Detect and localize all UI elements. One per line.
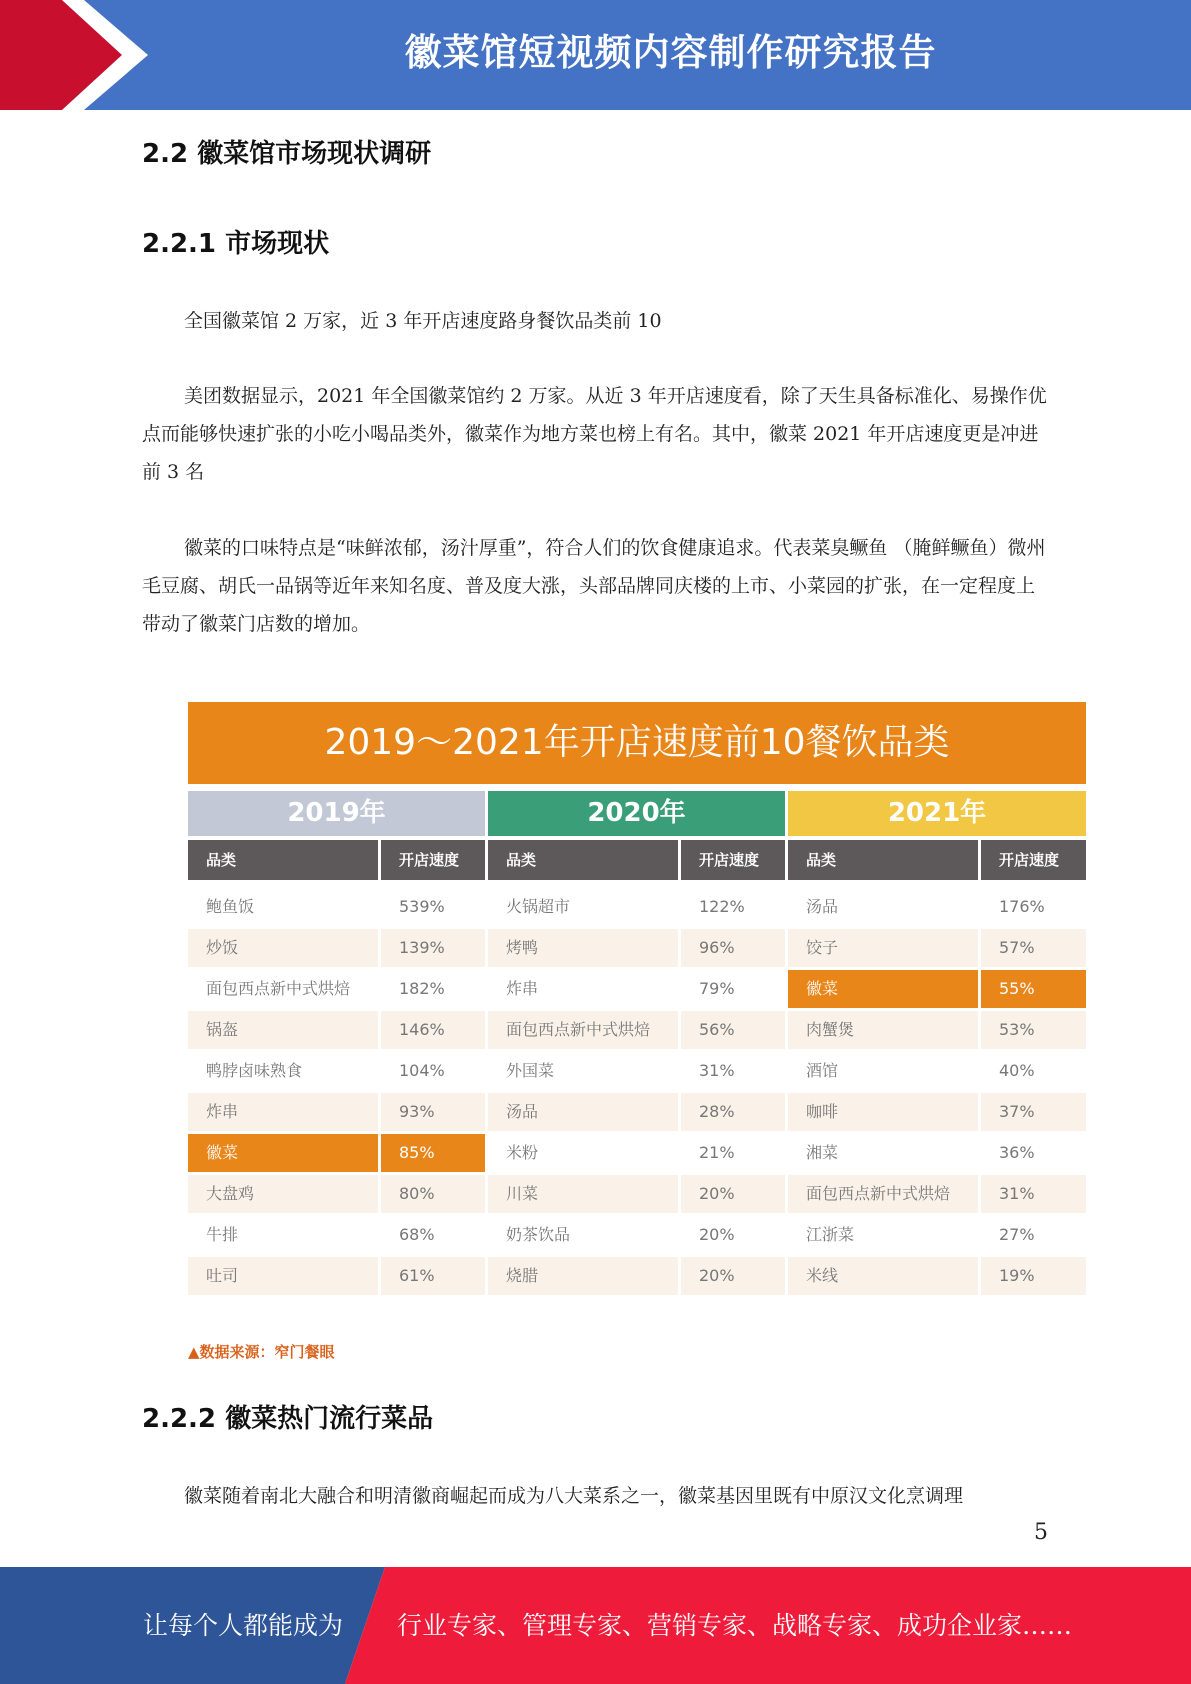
table-row [488,1093,785,1131]
table-row [488,1216,785,1254]
speed-cell: 56% [681,1011,785,1049]
table-row [788,929,1086,967]
speed-cell: 79% [699,979,735,998]
category-cell: 咖啡 [788,1093,978,1131]
speed-cell: 57% [981,929,1086,967]
category-cell: 江浙菜 [806,1225,855,1244]
paragraph-2-text: 美团数据显示，2021 年全国徽菜馆约 2 万家。从近 3 年开店速度看，除了天生具备标准化、易操作优点而能够快速扩张的小吃小喝品类外，徽菜作为地方菜也榜上有名。其中，徽菜 2021 年开店速度更是冲进前 3 名 [142,385,1047,483]
table-columns [188,840,1086,1298]
speed-cell: 27% [999,1225,1035,1244]
header-category: 品类 [788,840,978,880]
header-category: 品类 [188,840,378,880]
speed-cell: 40% [999,1061,1035,1080]
table-row [188,888,485,926]
speed-cell: 182% [399,979,445,998]
table-row [188,1093,485,1131]
speed-cell: 139% [381,929,485,967]
table-column-2021年 [788,840,1086,1298]
table-row [788,970,1086,1008]
header-open-speed: 开店速度 [981,840,1086,880]
table-row [188,970,485,1008]
category-cell: 吐司 [188,1257,378,1295]
table-row [188,1011,485,1049]
header-category: 品类 [488,840,678,880]
year-header-2020: 2020年 [488,791,785,836]
table-row [488,888,785,926]
table-row [488,1257,785,1295]
ranking-table-figure [188,702,1086,1298]
table-row [488,970,785,1008]
speed-cell: 31% [699,1061,735,1080]
category-cell: 饺子 [788,929,978,967]
speed-cell: 68% [399,1225,435,1244]
speed-cell: 21% [699,1143,735,1162]
category-cell: 奶茶饮品 [506,1225,571,1244]
category-cell: 烧腊 [488,1257,678,1295]
report-title: 徽菜馆短视频内容制作研究报告 [404,31,937,74]
category-cell: 徽菜 [788,970,978,1008]
subsection-heading-market: 2.2.1 市场现状 [142,229,330,259]
category-cell: 炸串 [506,979,539,998]
paragraph-1 [142,302,1047,340]
speed-cell: 53% [981,1011,1086,1049]
category-cell: 汤品 [806,897,839,916]
category-cell: 面包西点新中式烘焙 [206,979,351,998]
table-title: 2019～2021年开店速度前10餐饮品类 [188,702,1086,784]
speed-cell: 146% [381,1011,485,1049]
table-row [788,1257,1086,1295]
table-row [488,1052,785,1090]
table-row [788,1134,1086,1172]
table-column-2020年 [488,840,785,1298]
paragraph-1-text: 全国徽菜馆 2 万家，近 3 年开店速度路身餐饮品类前 10 [184,310,662,332]
table-row [188,1175,485,1213]
speed-cell: 19% [981,1257,1086,1295]
category-cell: 肉蟹煲 [788,1011,978,1049]
table-row [488,1011,785,1049]
footer-slogan-right: 行业专家、管理专家、营销专家、战略专家、成功企业家…… [397,1611,1073,1640]
table-row [488,1175,785,1213]
paragraph-2 [142,377,1047,491]
speed-cell: 85% [381,1134,485,1172]
category-cell: 湘菜 [806,1143,839,1162]
speed-cell: 104% [399,1061,445,1080]
section-heading: 2.2 徽菜馆市场现状调研 [142,139,432,169]
speed-cell: 20% [681,1175,785,1213]
column-header-row [188,840,485,880]
table-row [188,1216,485,1254]
header-open-speed: 开店速度 [381,840,485,880]
category-cell: 外国菜 [506,1061,555,1080]
paragraph-4-text: 徽菜随着南北大融合和明清徽商崛起而成为八大菜系之一，徽菜基因里既有中原汉文化烹调理 [184,1485,964,1507]
paragraph-4 [142,1477,1047,1515]
table-column-2019年 [188,840,485,1298]
page-footer [0,1567,1191,1684]
table-row [788,1216,1086,1254]
year-header-row [188,791,1086,836]
data-source-note: ▲数据来源：窄门餐眼 [188,1343,335,1361]
category-cell: 火锅超市 [506,897,571,916]
speed-cell: 61% [381,1257,485,1295]
category-cell: 米粉 [506,1143,539,1162]
speed-cell: 31% [981,1175,1086,1213]
category-cell: 牛排 [206,1225,239,1244]
speed-cell: 122% [699,897,745,916]
speed-cell: 96% [681,929,785,967]
paragraph-3-text: 徽菜的口味特点是“味鲜浓郁，汤汁厚重”，符合人们的饮食健康追求。代表菜臭鳜鱼 （腌鲜鳜鱼）微州毛豆腐、胡氏一品锅等近年来知名度、普及度大涨，头部品牌同庆楼的上市、小菜园的扩张，在一定程度上带动了徽菜门店数的增加。 [142,537,1046,635]
speed-cell: 37% [981,1093,1086,1131]
table-row [188,929,485,967]
column-header-row [788,840,1086,880]
category-cell: 鸭脖卤味熟食 [206,1061,303,1080]
table-row [788,1011,1086,1049]
speed-cell: 20% [699,1225,735,1244]
speed-cell: 36% [999,1143,1035,1162]
table-row [188,1134,485,1172]
paragraph-3 [142,529,1047,643]
table-row [188,1257,485,1295]
category-cell: 徽菜 [188,1134,378,1172]
category-cell: 面包西点新中式烘焙 [488,1011,678,1049]
category-cell: 酒馆 [806,1061,839,1080]
table-row [488,929,785,967]
category-cell: 炒饭 [188,929,378,967]
speed-cell: 55% [981,970,1086,1008]
table-row [788,1175,1086,1213]
table-row [188,1052,485,1090]
page-number: 5 [1034,1520,1048,1545]
category-cell: 炸串 [188,1093,378,1131]
header-arrow-decoration [0,0,160,110]
speed-cell: 80% [381,1175,485,1213]
speed-cell: 93% [381,1093,485,1131]
table-row [488,1134,785,1172]
category-cell: 烤鸭 [488,929,678,967]
table-row [788,1093,1086,1131]
year-header-2021: 2021年 [788,791,1086,836]
table-row [788,1052,1086,1090]
header-open-speed: 开店速度 [681,840,785,880]
subsection-heading-dishes: 2.2.2 徽菜热门流行菜品 [142,1404,434,1434]
category-cell: 锅盔 [188,1011,378,1049]
speed-cell: 539% [399,897,445,916]
category-cell: 川菜 [488,1175,678,1213]
page-header [0,0,1191,110]
category-cell: 面包西点新中式烘焙 [788,1175,978,1213]
footer-slogan-left: 让每个人都能成为 [143,1611,344,1640]
category-cell: 米线 [788,1257,978,1295]
category-cell: 大盘鸡 [188,1175,378,1213]
speed-cell: 20% [681,1257,785,1295]
category-cell: 汤品 [488,1093,678,1131]
category-cell: 鲍鱼饭 [206,897,255,916]
year-header-2019: 2019年 [188,791,485,836]
table-row [788,888,1086,926]
speed-cell: 176% [999,897,1045,916]
speed-cell: 28% [681,1093,785,1131]
column-header-row [488,840,785,880]
